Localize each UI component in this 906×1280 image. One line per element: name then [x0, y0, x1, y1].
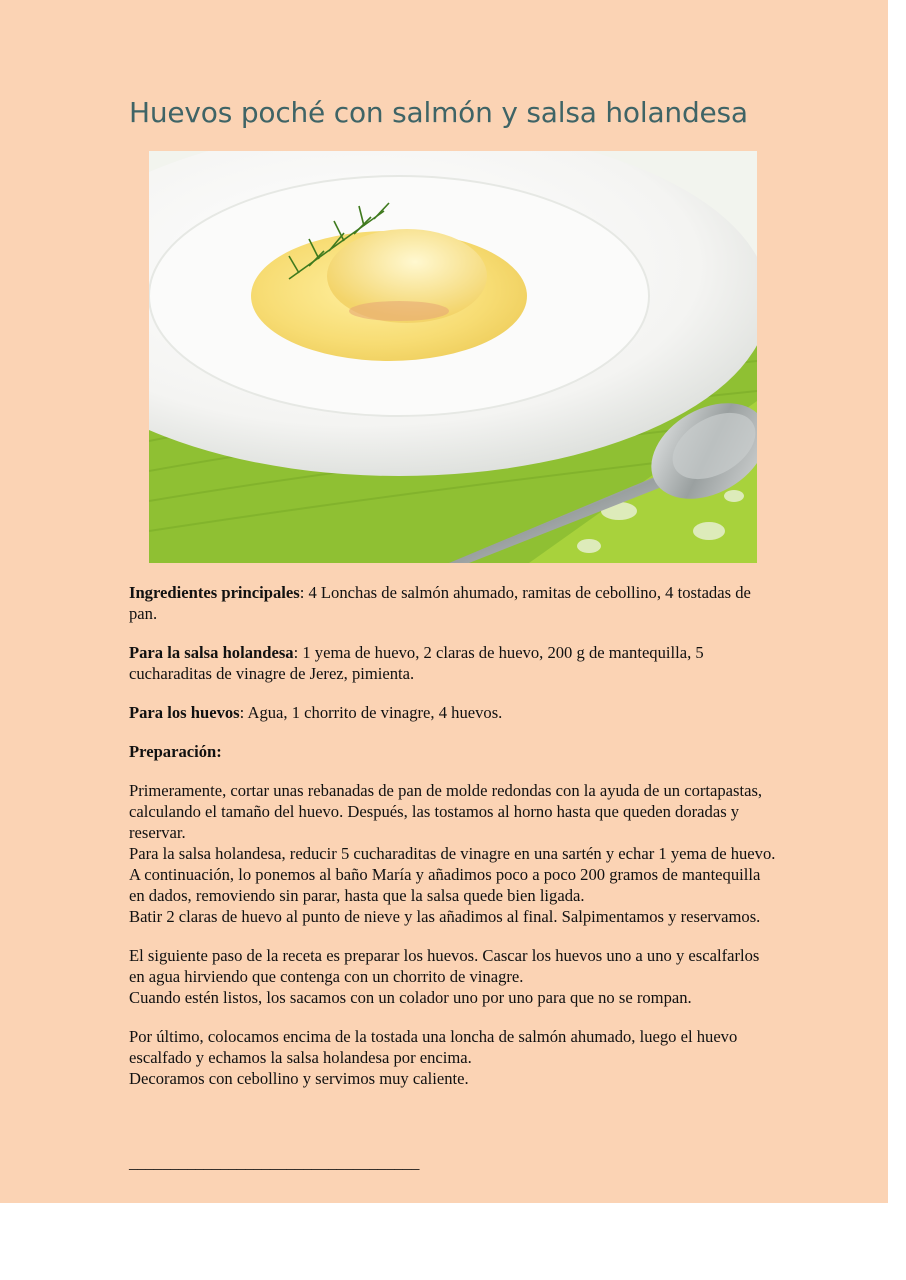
prep-line: Decoramos con cebollino y servimos muy caliente.: [129, 1069, 469, 1088]
ingredients-text: : 4 Lonchas de salmón ahumado, ramitas de cebollino, 4 tostadas de pan.: [129, 583, 751, 623]
sauce-paragraph: [129, 642, 779, 684]
prep-line: Por último, colocamos encima de la tostada una loncha de salmón ahumado, luego el huevo escalfado y echamos la salsa holandesa por encima.: [129, 1027, 738, 1067]
preparation-paragraph-2: [129, 945, 779, 1008]
prep-line: Para la salsa holandesa, reducir 5 cucharaditas de vinagre en una sartén y echar 1 yema de huevo. A continuación, lo ponemos al baño María y añadimos poco a poco 200 gramos de mantequilla en dados, removiendo sin parar, hasta que la salsa quede bien ligada.: [129, 844, 776, 905]
prep-line: Cuando estén listos, los sacamos con un colador uno por uno para que no se rompan.: [129, 988, 692, 1007]
prep-line: Primeramente, cortar unas rebanadas de pan de molde redondas con la ayuda de un cortapastas, calculando el tamaño del huevo. Después, las tostamos al horno hasta que queden doradas y reservar.: [129, 781, 763, 842]
preparation-paragraph-1: [129, 780, 779, 927]
sauce-label: Para la salsa holandesa: [129, 643, 294, 662]
preparation-paragraph-3: [129, 1026, 779, 1089]
preparation-heading: Preparación:: [129, 742, 222, 761]
separator-line: ___________________________________: [129, 1153, 420, 1172]
recipe-body: [129, 582, 779, 1089]
ingredients-paragraph: [129, 582, 779, 624]
page-title: Huevos poché con salmón y salsa holandesa: [129, 96, 748, 129]
eggs-text: : Agua, 1 chorrito de vinagre, 4 huevos.: [239, 703, 503, 722]
sauce-text: : 1 yema de huevo, 2 claras de huevo, 200 g de mantequilla, 5 cucharaditas de vinagre de Jerez, pimienta.: [129, 643, 704, 683]
prep-line: Batir 2 claras de huevo al punto de nieve y las añadimos al final. Salpimentamos y reservamos.: [129, 907, 761, 926]
eggs-paragraph: [129, 702, 779, 723]
prep-line: El siguiente paso de la receta es preparar los huevos. Cascar los huevos uno a uno y escalfarlos en agua hirviendo que contenga con un chorrito de vinagre.: [129, 946, 760, 986]
eggs-label: Para los huevos: [129, 703, 240, 722]
recipe-photo: [149, 151, 757, 563]
ingredients-label: Ingredientes principales: [129, 583, 300, 602]
